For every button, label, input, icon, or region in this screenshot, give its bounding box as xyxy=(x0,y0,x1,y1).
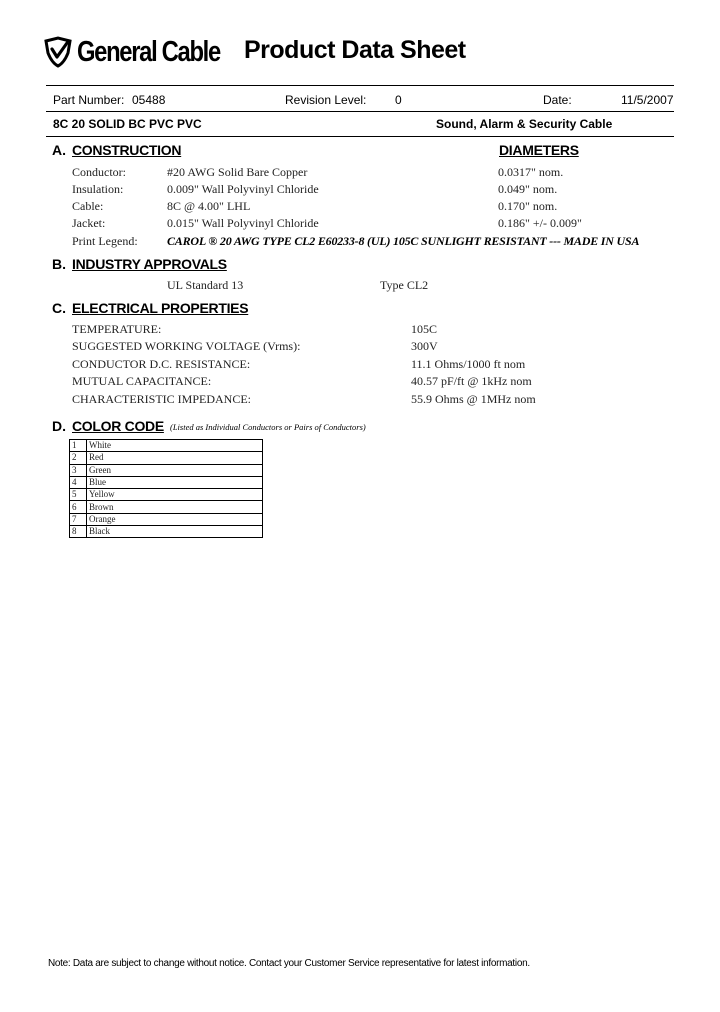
conductor-color: Brown xyxy=(87,501,263,513)
table-row xyxy=(70,452,263,464)
header-bottom-rule xyxy=(46,136,674,137)
print-legend-label: Print Legend: xyxy=(72,234,138,248)
header-mid-rule xyxy=(46,111,674,112)
diameters-heading: DIAMETERS xyxy=(499,142,579,158)
impedance-label: CHARACTERISTIC IMPEDANCE: xyxy=(72,392,252,406)
insulation-diameter: 0.049" nom. xyxy=(498,182,558,196)
conductor-value: #20 AWG Solid Bare Copper xyxy=(167,165,308,179)
temperature-label: TEMPERATURE: xyxy=(72,322,162,336)
color-code-note: (Listed as Individual Conductors or Pairs of Conductors) xyxy=(170,422,366,432)
conductor-number: 8 xyxy=(70,526,87,538)
ul-standard: UL Standard 13 xyxy=(167,278,244,292)
table-row xyxy=(70,476,263,488)
electrical-heading: ELECTRICAL PROPERTIES xyxy=(72,300,249,316)
conductor-color: Red xyxy=(87,452,263,464)
conductor-number: 2 xyxy=(70,452,87,464)
section-a-letter: A. xyxy=(52,142,66,158)
resistance-value: 11.1 Ohms/1000 ft nom xyxy=(411,357,526,371)
color-code-table xyxy=(69,439,263,538)
page-title: Product Data Sheet xyxy=(244,36,466,64)
company-logo xyxy=(42,34,251,70)
product-category: Sound, Alarm & Security Cable xyxy=(436,117,613,131)
conductor-color: Green xyxy=(87,464,263,476)
impedance-value: 55.9 Ohms @ 1MHz nom xyxy=(411,392,536,406)
jacket-value: 0.015" Wall Polyvinyl Chloride xyxy=(167,216,319,230)
jacket-label: Jacket: xyxy=(72,216,106,230)
product-code: 8C 20 SOLID BC PVC PVC xyxy=(53,117,202,131)
revision-label: Revision Level: xyxy=(285,93,367,107)
construction-heading: CONSTRUCTION xyxy=(72,142,182,158)
conductor-diameter: 0.0317" nom. xyxy=(498,165,564,179)
print-legend-value: CAROL ® 20 AWG TYPE CL2 E60233-8 (UL) 105C SUNLIGHT RESISTANT --- MADE IN USA xyxy=(167,234,640,248)
jacket-diameter: 0.186" +/- 0.009" xyxy=(498,216,582,230)
insulation-label: Insulation: xyxy=(72,182,124,196)
conductor-color: White xyxy=(87,440,263,452)
section-d-letter: D. xyxy=(52,418,66,434)
conductor-number: 1 xyxy=(70,440,87,452)
logo-text: General Cable xyxy=(77,35,220,68)
table-row xyxy=(70,513,263,525)
capacitance-label: MUTUAL CAPACITANCE: xyxy=(72,374,212,388)
conductor-color: Black xyxy=(87,526,263,538)
conductor-color: Orange xyxy=(87,513,263,525)
insulation-value: 0.009" Wall Polyvinyl Chloride xyxy=(167,182,319,196)
color-code-heading: COLOR CODE xyxy=(72,418,164,434)
cable-label: Cable: xyxy=(72,199,104,213)
part-number-label: Part Number: xyxy=(53,93,125,107)
conductor-number: 6 xyxy=(70,501,87,513)
header-top-rule xyxy=(46,85,674,86)
part-number-value: 05488 xyxy=(132,93,166,107)
conductor-color: Blue xyxy=(87,476,263,488)
conductor-number: 4 xyxy=(70,476,87,488)
table-row xyxy=(70,526,263,538)
conductor-label: Conductor: xyxy=(72,165,126,179)
date-label: Date: xyxy=(543,93,572,107)
conductor-number: 3 xyxy=(70,464,87,476)
table-row xyxy=(70,501,263,513)
conductor-color: Yellow xyxy=(87,489,263,501)
voltage-label: SUGGESTED WORKING VOLTAGE (Vrms): xyxy=(72,339,301,353)
capacitance-value: 40.57 pF/ft @ 1kHz nom xyxy=(411,374,532,388)
footer-note: Note: Data are subject to change without notice. Contact your Customer Service representative for latest information. xyxy=(48,958,530,969)
table-row xyxy=(70,440,263,452)
conductor-number: 5 xyxy=(70,489,87,501)
cable-diameter: 0.170" nom. xyxy=(498,199,558,213)
table-row xyxy=(70,489,263,501)
conductor-number: 7 xyxy=(70,513,87,525)
temperature-value: 105C xyxy=(411,322,438,336)
section-b-letter: B. xyxy=(52,256,66,272)
section-c-letter: C. xyxy=(52,300,66,316)
cable-value: 8C @ 4.00" LHL xyxy=(167,199,251,213)
resistance-label: CONDUCTOR D.C. RESISTANCE: xyxy=(72,357,251,371)
voltage-value: 300V xyxy=(411,339,438,353)
revision-value: 0 xyxy=(395,93,402,107)
approval-type: Type CL2 xyxy=(380,278,429,292)
approvals-heading: INDUSTRY APPROVALS xyxy=(72,256,227,272)
shield-check-icon xyxy=(42,36,74,68)
table-row xyxy=(70,464,263,476)
date-value: 11/5/2007 xyxy=(621,93,674,107)
